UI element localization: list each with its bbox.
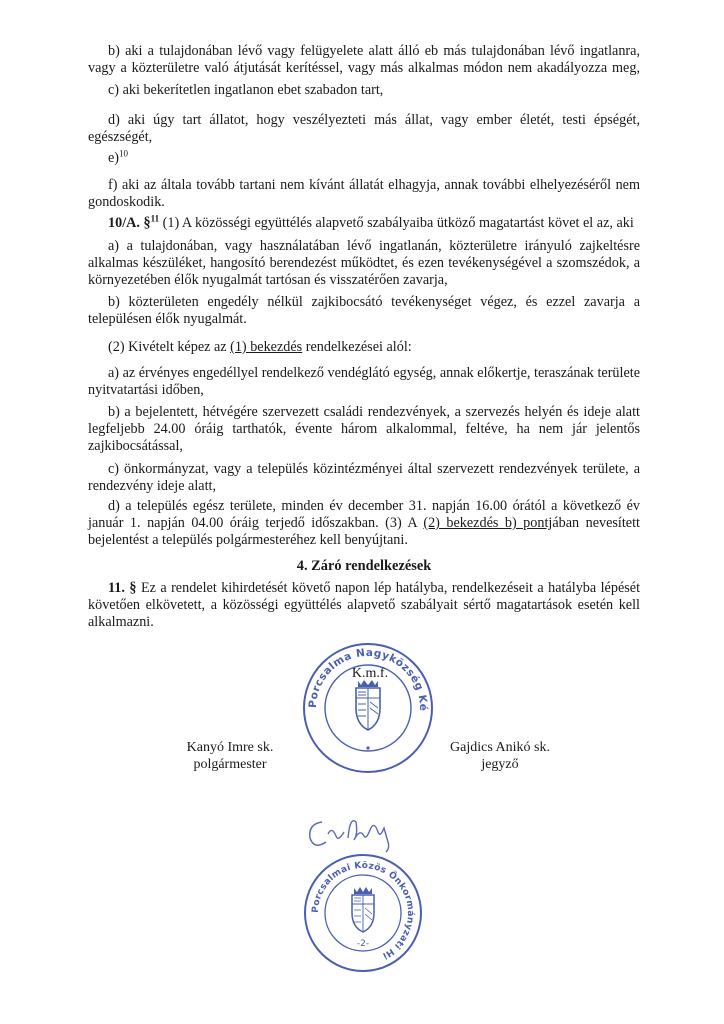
paragraph-f-1-text: f) aki az általa tovább tartani nem kívánt állatát elhagyja, annak további elhelyezéséről nem gondoskodik.	[88, 177, 640, 210]
paragraph-c-1	[88, 82, 640, 99]
notary-seal-icon	[300, 850, 426, 976]
reference-link-paragraph-2b[interactable]: (2) bekezdés b) pontj	[423, 515, 553, 531]
kmf-label: K.m.f.	[351, 666, 389, 681]
paragraph-c-3-text: c) önkormányzat, vagy a település közintézményei által szervezett rendezvények területe, a rendezvény ideje alatt,	[88, 461, 640, 494]
paragraph-d-3	[88, 498, 640, 549]
footnote-ref-10[interactable]: 10	[119, 148, 129, 159]
paragraph-b-3-text: b) a bejelentett, hétvégére szervezett családi rendezvények, a szervezés helyén és ideje alatt legfeljebb 24.00 óráig tarthatók, évente három alkalommal, feltéve, ha nem jár jelentős zajkibocsátással,	[88, 404, 640, 454]
paragraph-b-3	[88, 404, 640, 455]
paragraph-c-3	[88, 461, 640, 495]
paragraph-e-1-text: e)	[108, 150, 120, 166]
paragraph-exception	[88, 339, 640, 356]
council-seal-stamp	[298, 636, 438, 776]
section-11-label: 11. §	[108, 580, 137, 596]
section-11-text: Ez a rendelet kihirdetését követő napon lép hatályba, rendelkezéseit a hatályba lépését követően elkövetett, a közösségi együttélés alapvető szabályait sértő magatartások esetén kell alkalmazni.	[88, 580, 641, 630]
section-10a-label: 10/A. §	[108, 215, 151, 231]
council-seal-icon	[298, 636, 438, 776]
paragraph-d-3-text-pre: d) a település egész területe, minden év december 31. napján 16.00 órától a következő év január 1. napján 04.00 óráig terjedő időszakban. (3) A	[88, 498, 640, 531]
notary-seal-stamp	[300, 850, 426, 976]
notary-seal-number: -2-	[356, 939, 370, 949]
paragraph-e-1	[88, 150, 640, 167]
paragraph-a-2	[88, 238, 640, 289]
section-11	[88, 580, 640, 631]
section-heading: 4. Záró rendelkezések	[296, 558, 432, 574]
exception-text-pre: (2) Kivételt képez az	[108, 339, 231, 355]
svg-text:Porcsalma Nagyközség Képviselő: Porcsalma Nagyközség Ké	[306, 646, 430, 712]
mayor-title: polgármester	[193, 757, 267, 772]
paragraph-b-1-text: b) aki a tulajdonában lévő vagy felügyelete alatt álló eb más tulajdonában lévő ingatlanra, vagy a közterületre való átjutását kerítéssel, vagy más alkalmas módon nem akadályozza meg,	[88, 43, 640, 76]
paragraph-d-3-text-post: ában nevesített bejelentést a település polgármesteréhez kell benyújtani.	[88, 515, 640, 548]
footnote-ref-11[interactable]: 11	[150, 213, 160, 224]
exception-text-post: rendelkezései alól:	[302, 339, 412, 355]
section-10a	[88, 215, 640, 232]
reference-link-paragraph-1[interactable]: (1) bekezdés	[230, 339, 303, 355]
mayor-name: Kanyó Imre sk.	[186, 740, 274, 755]
svg-text:Porcsalmai Közös Önkormányzati: Porcsalmai Közös Önkormányzati Hi	[310, 860, 416, 961]
paragraph-b-2	[88, 294, 640, 328]
paragraph-b-2-text: b) közterületen engedély nélkül zajkibocsátó tevékenységet végez, és ezzel zavarja a településen élők nyugalmát.	[88, 294, 640, 327]
paragraph-a-3	[88, 365, 640, 399]
paragraph-f-1	[88, 177, 640, 211]
notary-name: Gajdics Anikó sk.	[450, 740, 550, 755]
paragraph-d-1	[88, 112, 640, 146]
notary-signature-block	[430, 739, 570, 773]
notary-title: jegyző	[481, 757, 519, 772]
paragraph-a-3-text: a) az érvényes engedéllyel rendelkező vendéglátó egység, annak előkertje, teraszának területe nyitvatartási időben,	[88, 365, 640, 398]
paragraph-c-1-text: c) aki bekerítetlen ingatlanon ebet szabadon tart,	[108, 82, 384, 98]
paragraph-d-1-text: d) aki úgy tart állatot, hogy veszélyezteti más állat, vagy ember életét, testi épségét, egészségét,	[88, 112, 640, 145]
mayor-signature-block	[160, 739, 300, 773]
section-10a-text: (1) A közösségi együttélés alapvető szabályaiba ütköző magatartást követ el az, aki	[159, 215, 634, 231]
paragraph-a-2-text: a) a tulajdonában, vagy használatában lévő ingatlanán, közterületre irányuló zajkeltésre alkalmas készüléket, hangosító berendezést működtet, és ezen tevékenységével a szomszédok, a környezetében élők nyugalmát tartósan és visszatérően zavarja,	[88, 238, 640, 288]
paragraph-b-1	[88, 43, 640, 77]
